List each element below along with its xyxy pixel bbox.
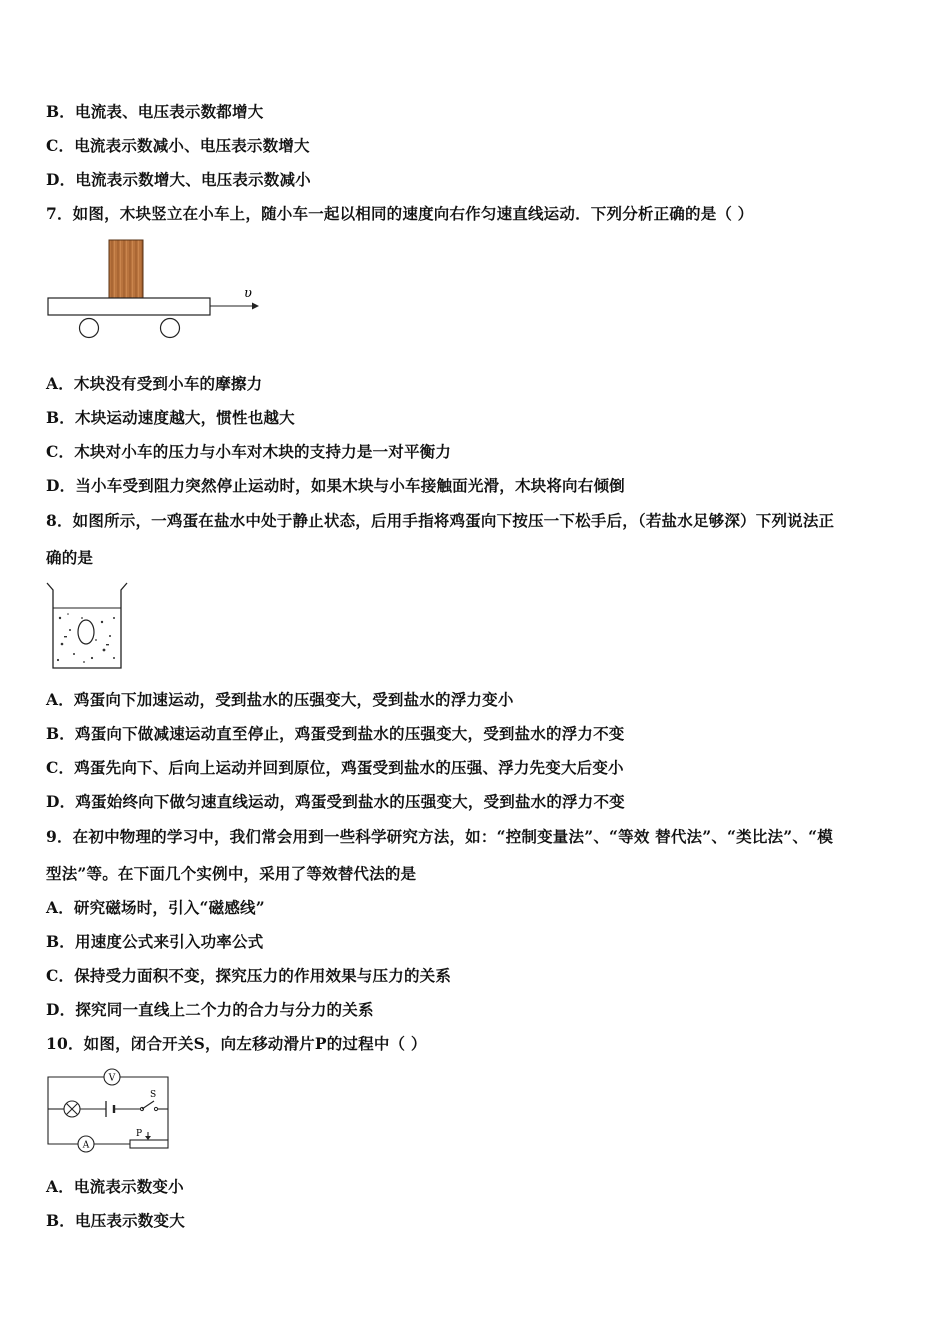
q8-option-a: A．鸡蛋向下加速运动，受到盐水的压强变大，受到盐水的浮力变小	[46, 690, 514, 709]
q8-stem-line2: 确的是	[46, 548, 94, 567]
switch-blade	[142, 1101, 154, 1109]
q9-option-a: A．研究磁场时，引入“磁感线”	[46, 898, 265, 917]
q6-option-d: D．电流表示数增大、电压表示数减小	[46, 170, 311, 189]
cart-block-figure	[44, 236, 264, 344]
q10-stem: 10．如图，闭合开关S，向左移动滑片P的过程中（ ）	[46, 1034, 427, 1053]
cart-wheel	[80, 319, 99, 338]
q7-option-a: A．木块没有受到小车的摩擦力	[46, 374, 263, 393]
q8-stem-line1: 8．如图所示，一鸡蛋在盐水中处于静止状态，后用手指将鸡蛋向下按压一下松手后，（若盐水足够深）下列说法正	[46, 511, 835, 530]
velocity-label: υ	[244, 286, 252, 301]
q9-option-c: C．保持受力面积不变，探究压力的作用效果与压力的关系	[46, 966, 452, 985]
q6-option-c: C．电流表示数减小、电压表示数增大	[46, 136, 310, 155]
q8-option-c: C．鸡蛋先向下、后向上运动并回到原位，鸡蛋受到盐水的压强、浮力先变大后变小	[46, 758, 624, 777]
q7-option-d: D．当小车受到阻力突然停止运动时，如果木块与小车接触面光滑，木块将向右倾倒	[46, 476, 625, 495]
q8-option-b: B．鸡蛋向下做减速运动直至停止，鸡蛋受到盐水的压强变大，受到盐水的浮力不变	[46, 724, 625, 743]
wooden-block	[109, 240, 143, 298]
q6-option-b: B．电流表、电压表示数都增大	[46, 102, 264, 121]
circuit-figure	[44, 1066, 174, 1162]
q7-option-b: B．木块运动速度越大，惯性也越大	[46, 408, 295, 427]
q10-option-a: A．电流表示数变小	[46, 1177, 184, 1196]
q7-option-c: C．木块对小车的压力与小车对木块的支持力是一对平衡力	[46, 442, 452, 461]
rheostat	[130, 1140, 168, 1148]
q9-option-d: D．探究同一直线上二个力的合力与分力的关系	[46, 1000, 374, 1019]
switch-contact	[154, 1107, 157, 1110]
voltmeter-label: V	[108, 1073, 116, 1084]
ammeter-label: A	[82, 1140, 90, 1151]
q8-option-d: D．鸡蛋始终向下做匀速直线运动，鸡蛋受到盐水的压强变大，受到盐水的浮力不变	[46, 792, 625, 811]
q9-stem-line1: 9．在初中物理的学习中，我们常会用到一些科学研究方法，如：“控制变量法”、“等效 替代法”、“类比法”、“模	[46, 827, 833, 846]
egg	[78, 620, 94, 644]
q9-stem-line2: 型法”等。在下面几个实例中，采用了等效替代法的是	[46, 864, 417, 883]
q7-stem: 7．如图，木块竖立在小车上，随小车一起以相同的速度向右作匀速直线运动．下列分析正确的是（ ）	[46, 204, 754, 223]
cart-body	[48, 298, 210, 315]
slider-arrow	[145, 1136, 151, 1140]
cart-wheel	[161, 319, 180, 338]
wire	[120, 1077, 168, 1109]
slider-label: P	[136, 1129, 143, 1139]
velocity-arrowhead	[252, 303, 259, 310]
q9-option-b: B．用速度公式来引入功率公式	[46, 932, 264, 951]
switch-label: S	[150, 1090, 157, 1100]
beaker-egg-figure	[44, 578, 130, 674]
q10-option-b: B．电压表示数变大	[46, 1211, 185, 1230]
